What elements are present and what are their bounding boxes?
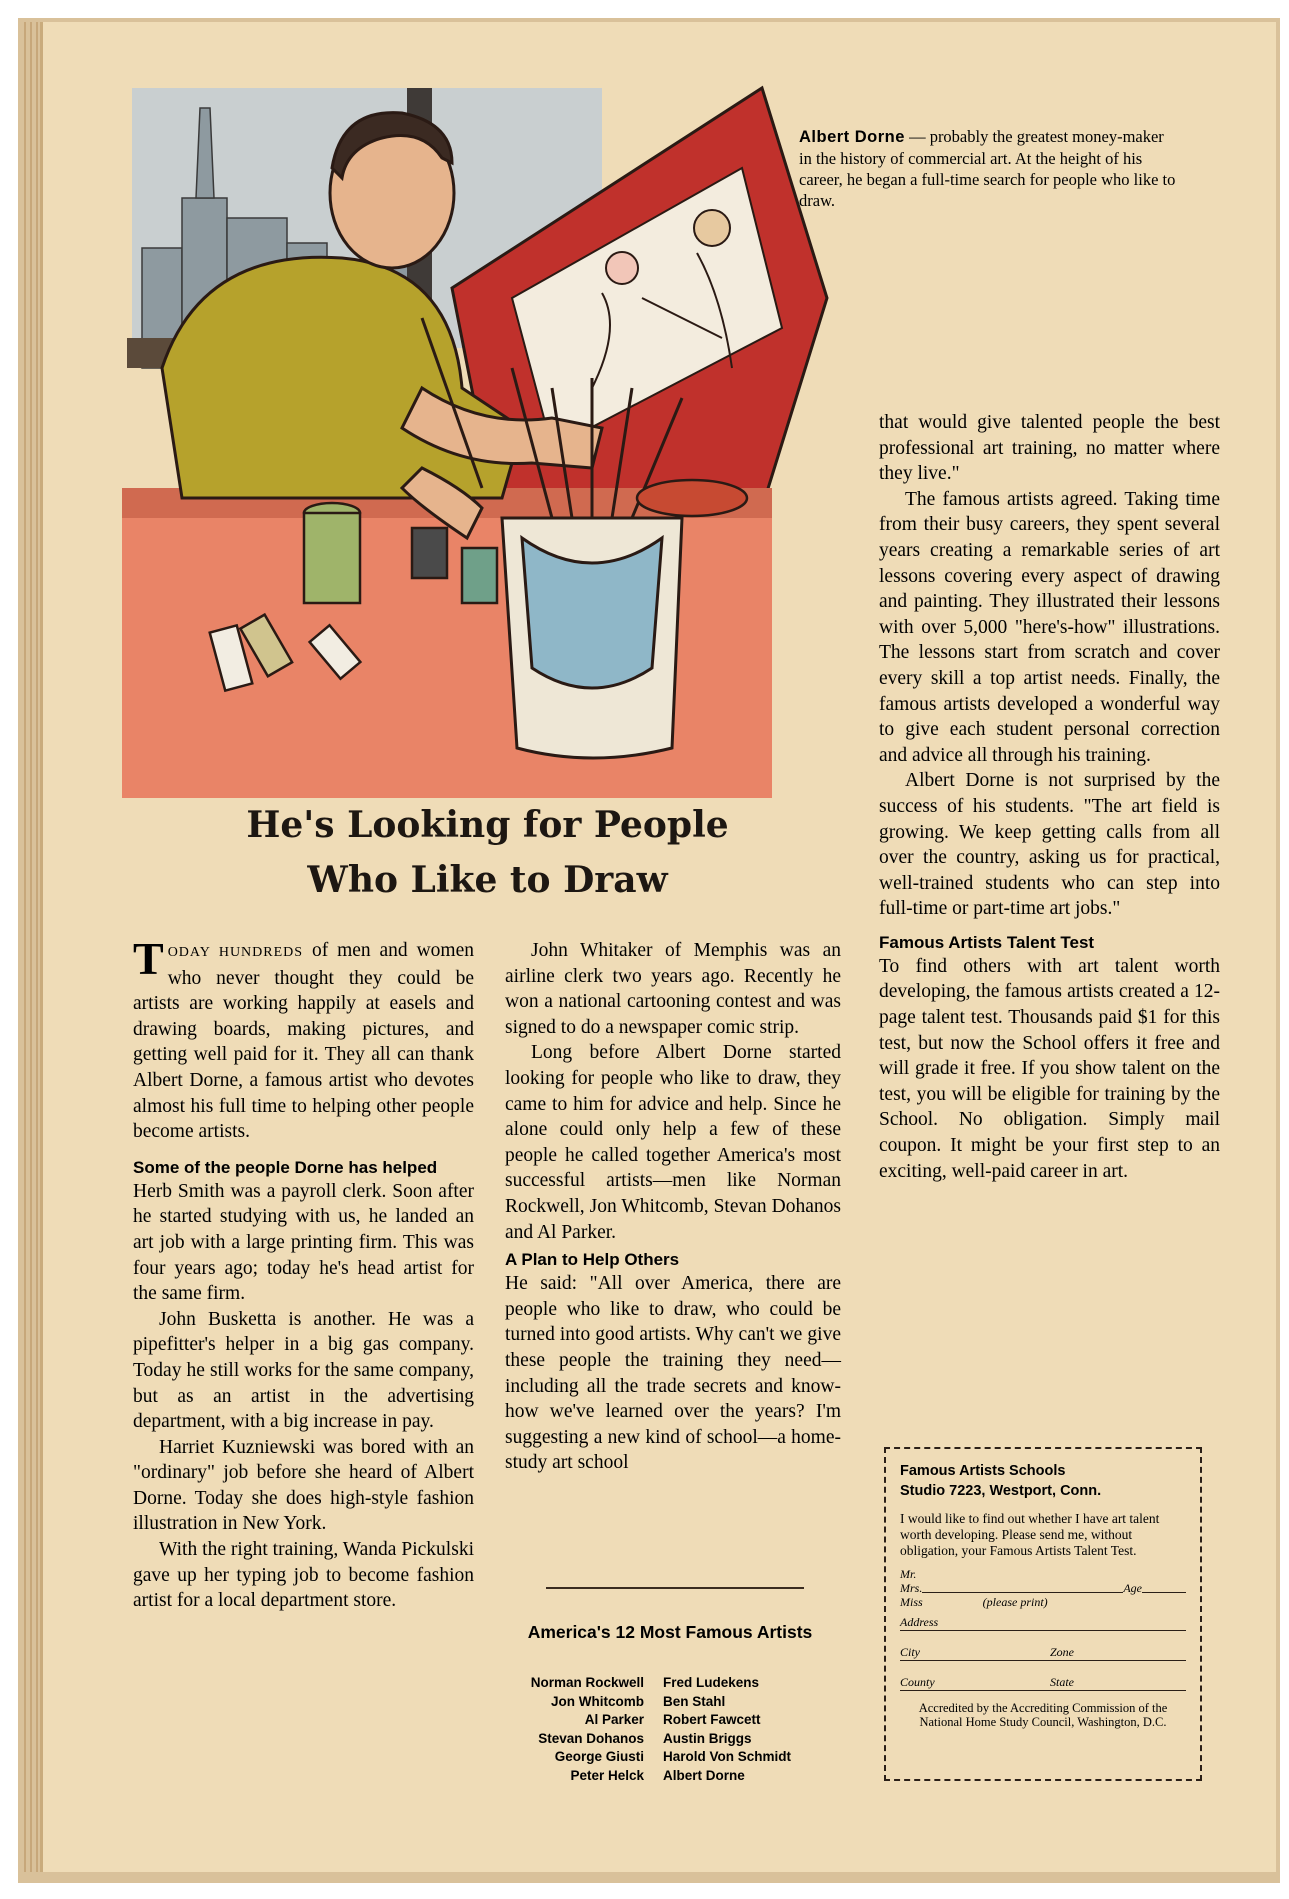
paragraph: Long before Albert Dorne started looking for people who like to draw, they came to him for advice and help. Since he alone could only help a few of these people he called together America's most successful artists—men like Norman Rockwell, Jon Whitcomb, Stevan Dohanos and Al Parker. — [505, 1042, 841, 1243]
name-field[interactable] — [900, 1581, 1186, 1595]
mr-label: Mr. — [900, 1567, 917, 1581]
column-3 — [879, 410, 1220, 1184]
artist-name: George Giusti — [554, 1749, 644, 1764]
mrs-label: Mrs. — [900, 1581, 923, 1595]
state-label: State — [1050, 1675, 1074, 1689]
city-zone-field[interactable] — [900, 1645, 1186, 1663]
artist-name: Albert Dorne — [663, 1767, 745, 1783]
studio-address: Studio 7223, Westport, Conn. — [900, 1483, 1102, 1499]
intro-paragraph — [133, 933, 474, 1145]
caption-name: Albert Dorne — [799, 128, 905, 146]
intro-text: of men and women who never thought they could be artists are working happily at easels and drawing boards, making pictures, and getting well paid for it. They all can thank Albert Dorne, a famous artist who devotes almost his full time to helping other people become artists. — [133, 940, 474, 1143]
page-stack-line — [30, 22, 32, 1872]
page-stack-line — [24, 22, 26, 1872]
miss-label: Miss — [900, 1595, 923, 1609]
small-caps: ODAY HUNDREDS — [167, 945, 304, 960]
artist-name: Austin Briggs — [663, 1730, 752, 1746]
coupon-address — [900, 1461, 1186, 1501]
title-field-mr[interactable] — [900, 1567, 1186, 1581]
paragraph: Herb Smith was a payroll clerk. Soon after he started studying with us, he landed an art job with a large printing firm. This was four years ago; today he's head artist for the same firm. — [133, 1180, 474, 1305]
artist-name: Fred Ludekens — [663, 1675, 760, 1690]
artist-name: Robert Fawcett — [663, 1712, 761, 1727]
artist-name: Stevan Dohanos — [538, 1730, 644, 1746]
subhead-talent-test: Famous Artists Talent Test — [879, 932, 1095, 952]
artist-name: Harold Von Schmidt — [663, 1749, 792, 1764]
artist-illustration — [122, 68, 844, 798]
county-label: County — [900, 1675, 935, 1689]
mail-coupon[interactable] — [884, 1447, 1202, 1781]
page-stack-line — [36, 22, 38, 1872]
coupon-request-text: I would like to find out whether I have art talent worth developing. Please send me, without obligation, your Famous Artists Talent Test. — [900, 1511, 1160, 1558]
school-name: Famous Artists Schools — [900, 1463, 1066, 1479]
divider-rule — [546, 1587, 804, 1589]
artist-name: Ben Stahl — [663, 1693, 726, 1709]
headline-line-2: Who Like to Draw — [307, 859, 668, 901]
paragraph: that would give talented people the best professional art training, no matter where they live." — [879, 412, 1220, 485]
headline-line-1: He's Looking for People — [246, 804, 729, 846]
famous-artists-heading: America's 12 Most Famous Artists — [527, 1622, 813, 1642]
drop-cap: T — [133, 933, 164, 984]
illustration-caption — [799, 126, 1179, 211]
paragraph: John Whitaker of Memphis was an airline clerk two years ago. Recently he won a national cartooning contest and was signed to do a newspaper comic strip. — [505, 940, 841, 1038]
paragraph: He said: "All over America, there are people who like to draw, who could be turned into good artists. Why can't we give these people the training they need—including all the trade secrets and know-how we've learned over the years? I'm suggesting a new kind of school—a home-study art school — [505, 1273, 841, 1474]
artist-name: Norman Rockwell — [530, 1675, 644, 1690]
miss-field[interactable] — [900, 1595, 1186, 1609]
subhead-people-helped: Some of the people Dorne has helped — [133, 1157, 438, 1177]
age-label: Age — [1123, 1581, 1142, 1595]
caption-text: — probably the greatest money-maker in the history of commercial art. At the height of his career, he began a full-time search for people who like to draw. — [799, 127, 1176, 210]
artist-name: Jon Whitcomb — [551, 1693, 644, 1709]
column-2 — [505, 938, 841, 1476]
please-print-label: (please print) — [982, 1595, 1048, 1609]
paragraph: John Busketta is another. He was a pipefitter's helper in a big gas company. Today he still works for the same company, but as an artist in the advertising department, with a big increase in pay. — [133, 1308, 474, 1433]
county-state-field[interactable] — [900, 1675, 1186, 1693]
artist-names-right — [663, 1674, 853, 1785]
paragraph: To find others with art talent worth developing, the famous artists created a 12-page talent test. Thousands paid $1 for this test, but now the School offers it free and will grade it free. If you show talent on the test, you will be eligible for training by the School. No obligation. Simply mail coupon. It might be your first step to an exciting, well-paid career in art. — [879, 955, 1220, 1182]
city-label: City — [900, 1645, 920, 1659]
subhead-plan: A Plan to Help Others — [505, 1250, 680, 1270]
paragraph: Albert Dorne is not surprised by the success of his students. "The art field is growing. We keep getting calls from all over the country, asking us for practical, well-trained students who can step into full-time or part-time art jobs." — [879, 770, 1220, 920]
artist-name: Al Parker — [584, 1712, 644, 1727]
column-1 — [133, 933, 474, 1614]
zone-label: Zone — [1050, 1645, 1074, 1659]
paragraph: The famous artists agreed. Taking time from their busy careers, they spent several years creating a remarkable series of art lessons covering every aspect of drawing and painting. They illustrated their lessons with over 5,000 "here's-how" illustrations. The lessons start from scratch and cover every skill a top artist needs. Finally, the famous artists developed a wonderful way to give each student personal correction and advice all through his training. — [879, 488, 1220, 766]
artist-name: Peter Helck — [570, 1767, 644, 1783]
artist-names-left — [488, 1674, 644, 1785]
paragraph: With the right training, Wanda Pickulski gave up her typing job to become fashion artist for a local department store. — [133, 1539, 474, 1612]
address-field[interactable] — [900, 1615, 1186, 1633]
address-label: Address — [900, 1615, 939, 1629]
paragraph: Harriet Kuzniewski was bored with an "ordinary" job before she heard of Albert Dorne. Today she does high-style fashion illustration in New York. — [133, 1436, 474, 1535]
headline — [120, 798, 855, 908]
accreditation-note: Accredited by the Accrediting Commission of the National Home Study Council, Washington, D.C. — [918, 1701, 1168, 1729]
